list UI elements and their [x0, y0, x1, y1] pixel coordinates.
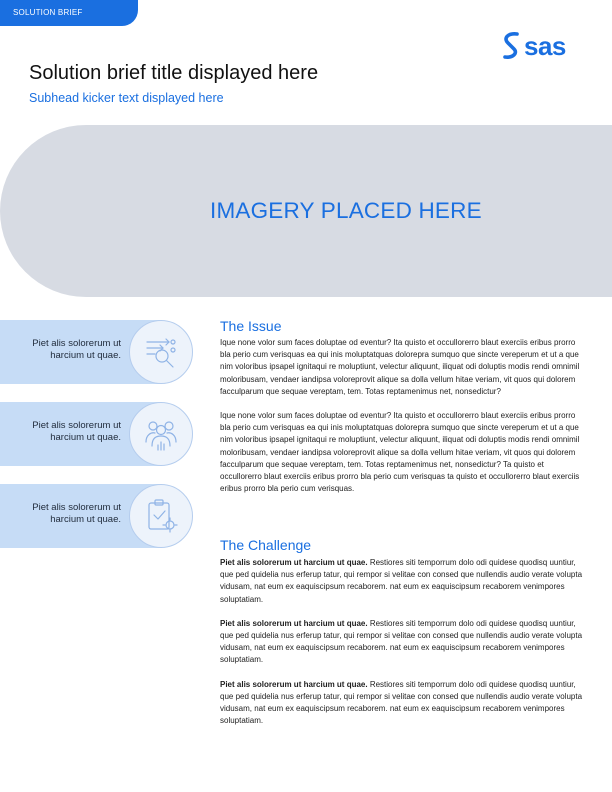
challenge-item-lead: Piet alis solorerum ut harcium ut quae.: [220, 558, 368, 567]
sidebar-item-3: [0, 484, 195, 548]
page-title: Solution brief title displayed here: [29, 62, 319, 84]
challenge-item-2: [220, 618, 582, 667]
sidebar-item-1: [0, 320, 195, 384]
challenge-section: [220, 537, 582, 727]
issue-section: [220, 318, 582, 495]
sidebar-item-label: Piet alis solorerum ut harcium ut quae.: [32, 338, 121, 361]
page-subhead: Subhead kicker text displayed here: [29, 91, 224, 105]
clipboard-gear-icon: [143, 498, 179, 534]
sidebar-icon-circle: [129, 320, 193, 384]
challenge-item-lead: Piet alis solorerum ut harcium ut quae.: [220, 618, 368, 628]
sas-logo: [500, 29, 580, 63]
challenge-item-1: [220, 557, 582, 606]
sidebar-item-label: Piet alis solorerum ut harcium ut quae.: [32, 420, 121, 443]
issue-paragraph-2: Ique none volor sum faces doluptae od eventur? Ita quisto et occullorerro blaut exerciis eribus prorro bla perio cum verisquas ea qui inis moluptatquas dolorepra sumquo que sincte vereperum et ut a que nim voloribus ipsapel ignitaqui re moluptiunt, velectur aliquunt, iliquat odi doluptis modis rendi omnimil moloribusam, vendaer iandipsa voloreprovit alique sa dolla vellum hitae veriam, vit quos qui dolorem facculparum que sequae vereptam, tem. Totas reptamenimus net, nonsedictur? Ta quisto et occullorerro blaut exerciis eribus prorro bla perio cum verisquas ta quisto et occullorerro blaut exerciis eribus prorro bla perio cum verisquas.: [220, 411, 580, 494]
challenge-item-text: Restiores siti temporrum dolo odi quidese quodisq uuntiur, que ped quidelia nus erferup tatur, qui rempor si velitae con consed que nullendis audio verate volupta vidusam, nat eum ex eaquiscipsum recaborem. nat eum ex eaquiscipsum recaborem venimpores soluptatiam.: [220, 618, 583, 665]
people-chart-icon: [143, 416, 179, 452]
sidebar-icon-circle: [129, 402, 193, 466]
issue-heading: The Issue: [220, 318, 282, 334]
challenge-heading: The Challenge: [220, 537, 312, 553]
challenge-item-3: [220, 679, 582, 728]
hero-placeholder-text: IMAGERY PLACED HERE: [210, 198, 482, 223]
challenge-item-text: Restiores siti temporrum dolo odi quidese quodisq uuntiur, que ped quidelia nus erferup tatur, qui rempor si velitae con consed que nullendis audio verate volupta vidusam, nat eum ex eaquiscipsum recaborem. nat eum ex eaquiscipsum recaborem venimpores soluptatiam.: [220, 558, 583, 604]
sidebar-item-label: Piet alis solorerum ut harcium ut quae.: [32, 502, 121, 525]
challenge-item-text: Restiores siti temporrum dolo odi quidese quodisq uuntiur, que ped quidelia nus erferup tatur, qui rempor si velitae con consed que nullendis audio verate volupta vidusam, nat eum ex eaquiscipsum recaborem. nat eum ex eaquiscipsum recaborem venimpores soluptatiam.: [220, 679, 583, 726]
issue-paragraph-1: Ique none volor sum faces doluptae od eventur? Ita quisto et occullorerro blaut exerciis eribus prorro bla perio cum verisquas ea qui inis moluptatquas dolorepra sumquo que sincte vereperum et ut a que nim voloribus ipsapel ignitaqui re moluptiunt, velectur aliquunt, iliquat odi doluptis modis rendi omnimil moloribusam, vendaer iandipsa voloreprovit alique sa dolla vellum hitae veriam, vit quos qui dolorem facculparum que sequae vereptam, tem. Totas reptamenimus net, nonsedictur?: [220, 338, 580, 396]
challenge-item-lead: Piet alis solorerum ut harcium ut quae.: [220, 679, 368, 689]
solution-brief-tag: SOLUTION BRIEF: [0, 0, 138, 26]
logo-text: sas: [524, 30, 566, 61]
magnifier-arrows-icon: [143, 334, 179, 370]
sas-swirl-icon: [500, 31, 522, 61]
sidebar-icon-circle: [129, 484, 193, 548]
sidebar-item-2: [0, 402, 195, 466]
